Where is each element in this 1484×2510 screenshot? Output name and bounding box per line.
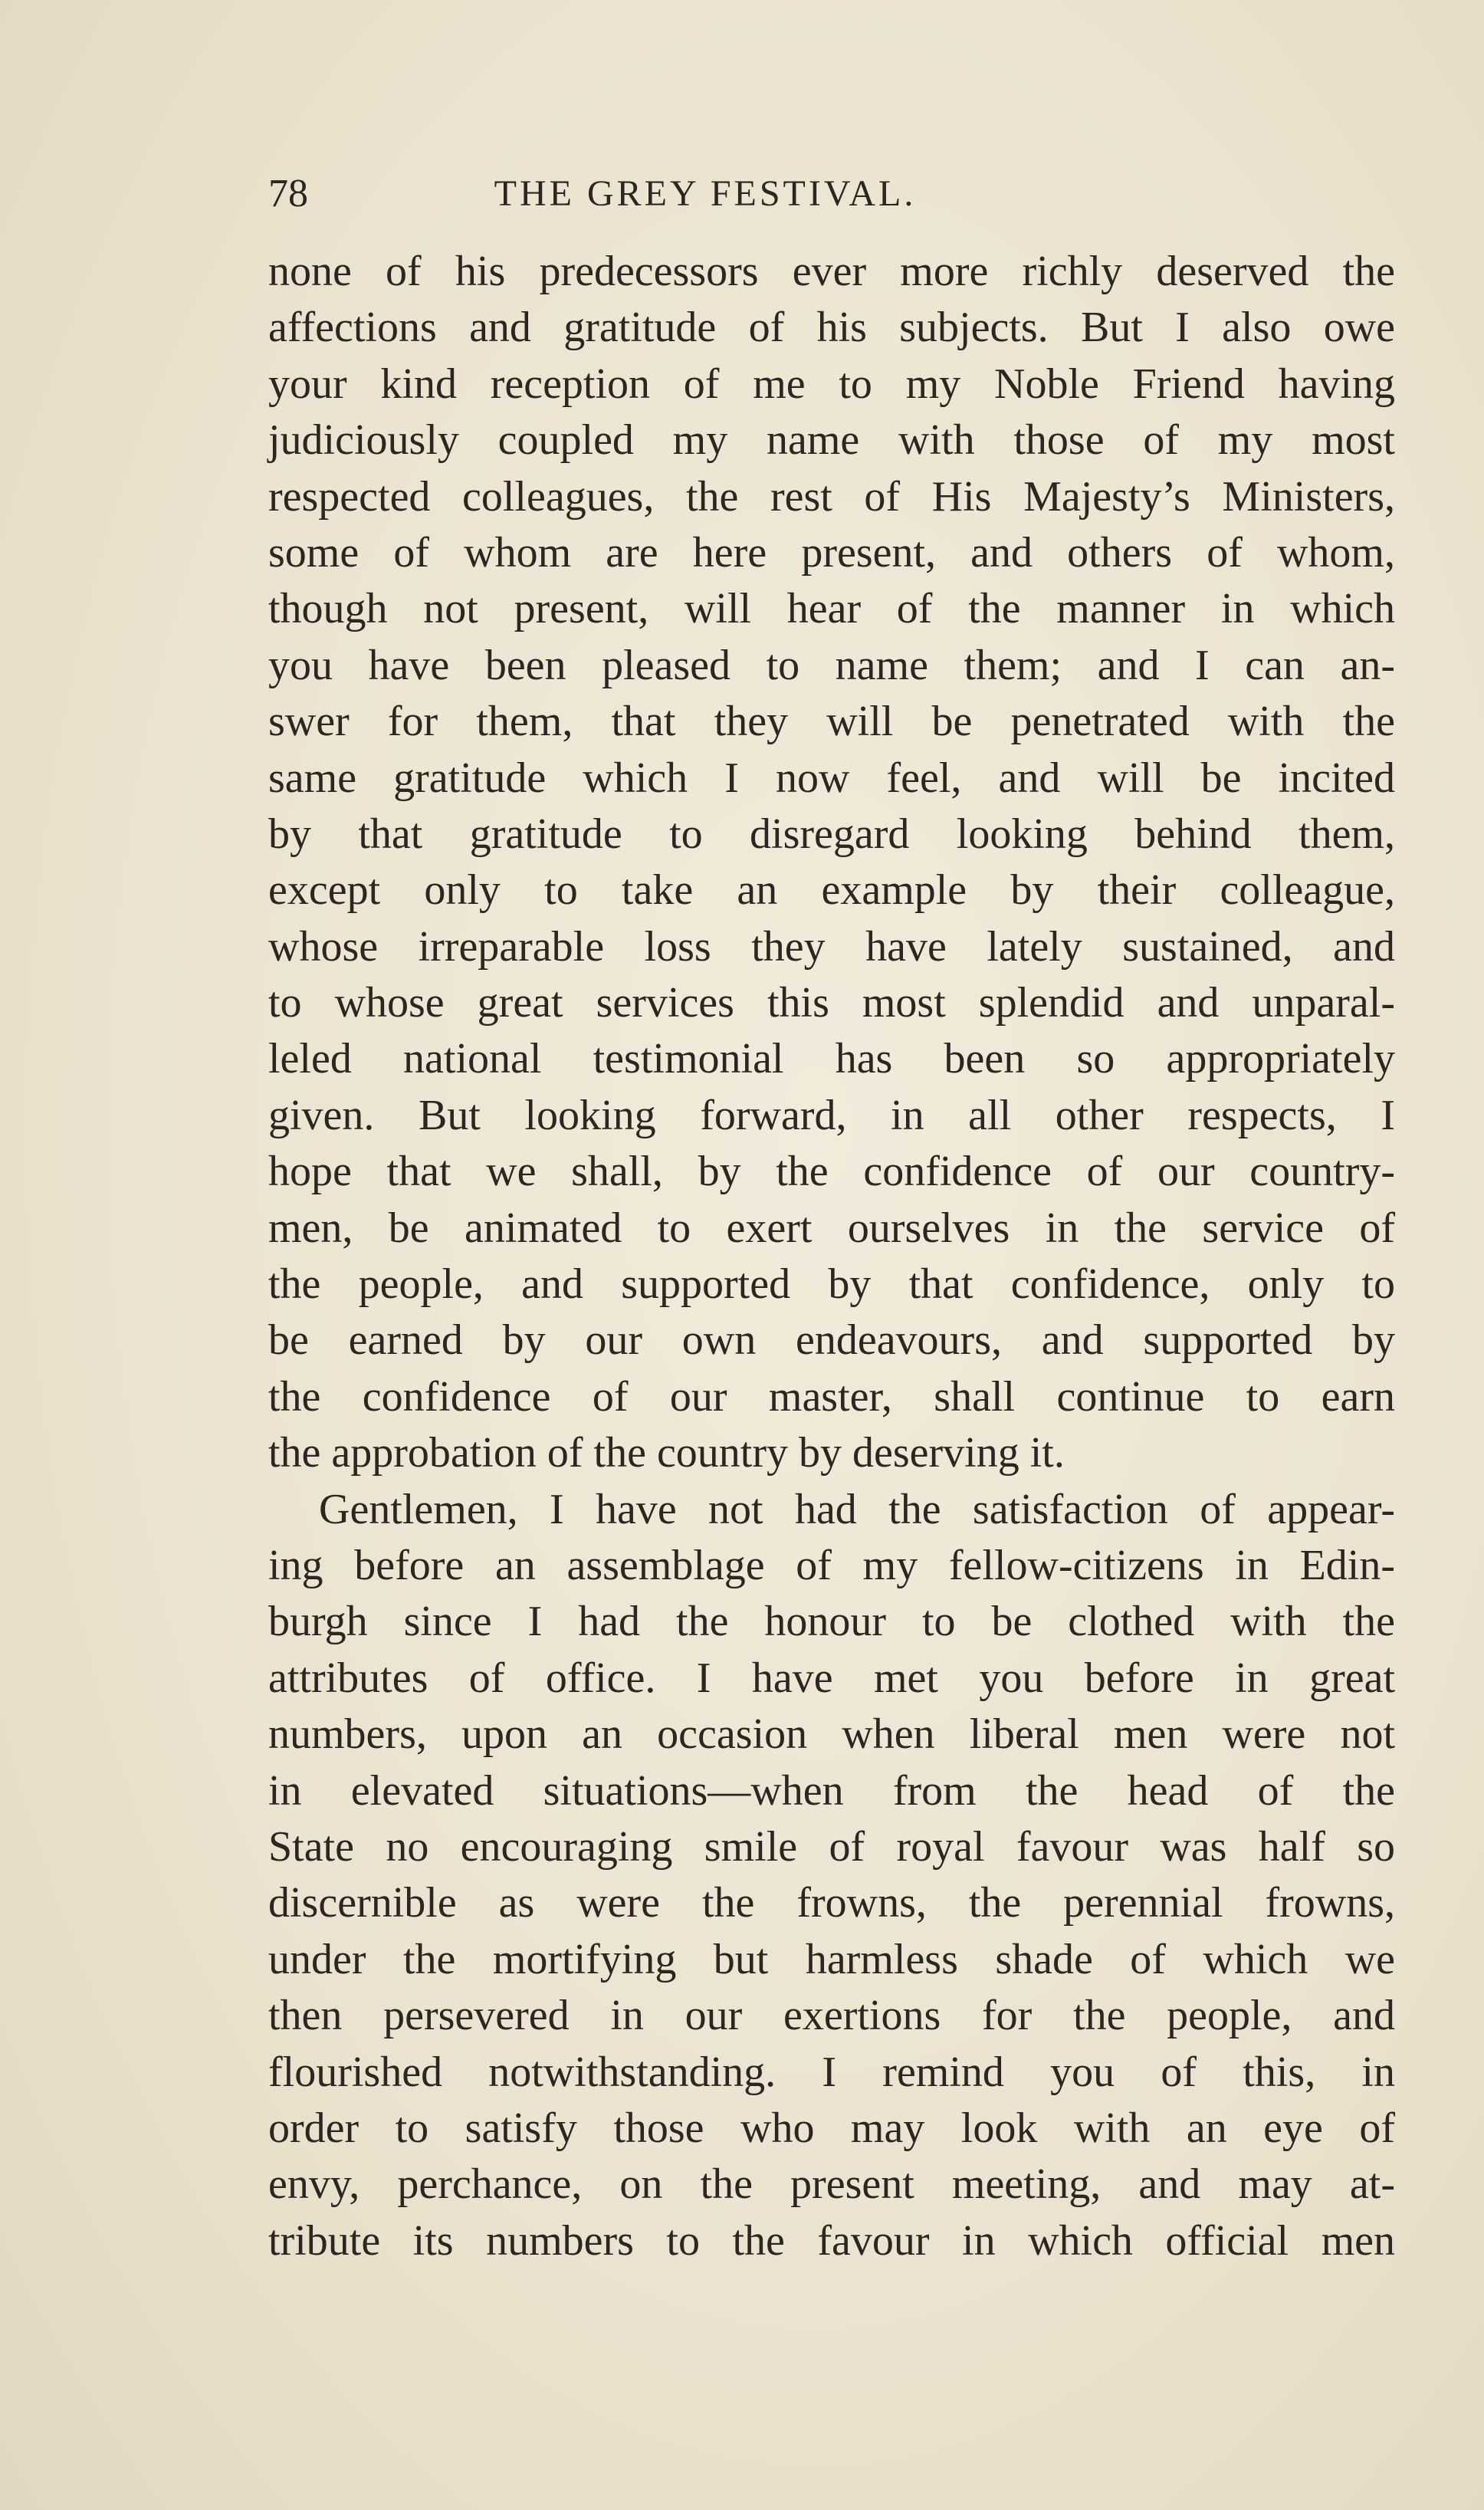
text-line: State no encouraging smile of royal favour was half so (268, 1822, 1395, 1871)
text-line: affections and gratitude of his subjects. But I also owe (268, 304, 1395, 352)
text-line: some of whom are here present, and others of whom, (268, 528, 1395, 577)
text-line: given. But looking forward, in all other respects, I (268, 1091, 1395, 1139)
body-text (268, 244, 1395, 2269)
text-line: to whose great services this most splendid and unparal- (268, 979, 1395, 1027)
text-line: swer for them, that they will be penetrated with the (268, 698, 1395, 746)
text-line: be earned by our own endeavours, and supported by (268, 1316, 1395, 1365)
text-line: then persevered in our exertions for the people, and (268, 1992, 1395, 2040)
text-line: judiciously coupled my name with those of my most (268, 416, 1395, 465)
text-line: whose irreparable loss they have lately sustained, and (268, 922, 1395, 971)
text-line: your kind reception of me to my Noble Friend having (268, 360, 1395, 408)
text-line: though not present, will hear of the manner in which (268, 585, 1395, 633)
running-head (268, 167, 1073, 221)
text-line: envy, perchance, on the present meeting, and may at- (268, 2160, 1395, 2209)
text-line: flourished notwithstanding. I remind you of this, in (268, 2048, 1395, 2096)
text-line: order to satisfy those who may look with an eye of (268, 2104, 1395, 2152)
text-line: numbers, upon an occasion when liberal men were not (268, 1710, 1395, 1759)
text-line: the people, and supported by that confidence, only to (268, 1260, 1395, 1309)
running-title: THE GREY FESTIVAL. (494, 173, 917, 214)
text-line: by that gratitude to disregard looking behind them, (268, 810, 1395, 858)
text-line: in elevated situations—when from the head of the (268, 1766, 1395, 1815)
text-line: ing before an assemblage of my fellow-citizens in Edin- (268, 1541, 1395, 1589)
text-line: hope that we shall, by the confidence of our country- (268, 1148, 1395, 1196)
page-number: 78 (268, 172, 308, 215)
text-line: attributes of office. I have met you before in great (268, 1654, 1395, 1702)
text-line: respected colleagues, the rest of His Majesty’s Ministers, (268, 472, 1395, 521)
text-line: discernible as were the frowns, the perennial frowns, (268, 1879, 1395, 1927)
text-line: leled national testimonial has been so appropriately (268, 1035, 1395, 1083)
text-line: tribute its numbers to the favour in which official men (268, 2216, 1395, 2265)
text-line: same gratitude which I now feel, and will be incited (268, 754, 1395, 802)
text-line: none of his predecessors ever more richly deserved the (268, 248, 1395, 295)
text-line: under the mortifying but harmless shade of which we (268, 1935, 1395, 1983)
text-line: men, be animated to exert ourselves in the service of (268, 1204, 1395, 1252)
text-line: burgh since I had the honour to be clothed with the (268, 1598, 1395, 1646)
text-line: the confidence of our master, shall continue to earn (268, 1372, 1395, 1421)
paragraph-end-line: the approbation of the country by deserving it. (268, 1429, 1065, 1477)
text-line: you have been pleased to name them; and I can an- (268, 641, 1395, 689)
paragraph-start-line: Gentlemen, I have not had the satisfaction of appear- (319, 1485, 1395, 1533)
text-line: except only to take an example by their colleague, (268, 866, 1395, 915)
